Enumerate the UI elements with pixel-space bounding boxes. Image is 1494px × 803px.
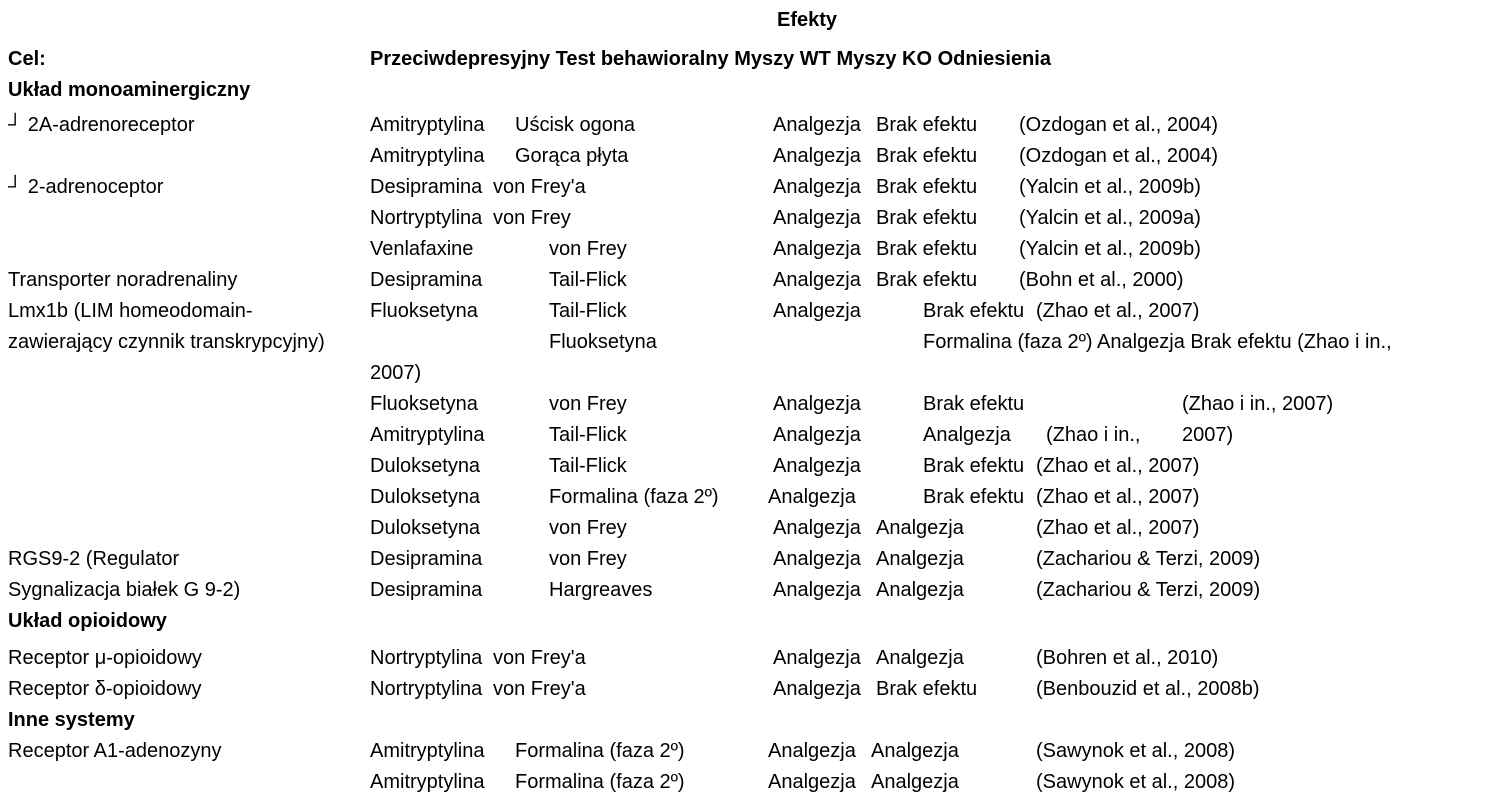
test-cell: Formalina (faza 2º): [549, 486, 719, 508]
antidepressant-cell: Amitryptylina: [370, 771, 485, 793]
section-opioid: Układ opioidowy: [8, 610, 167, 632]
test-cell: von Frey: [549, 238, 627, 260]
test-cell: von Frey: [549, 548, 627, 570]
target-label: Transporter noradrenaliny: [8, 269, 238, 291]
antidepressant-cell: Duloksetyna: [370, 486, 481, 508]
test-cell: Tail-Flick: [549, 455, 627, 477]
test-cell: von Frey'a: [493, 678, 586, 700]
reference-cell: (Zachariou & Terzi, 2009): [1036, 548, 1261, 570]
antidepressant-cell: Nortryptylina: [370, 678, 483, 700]
reference-cell: (Benbouzid et al., 2008b): [1036, 678, 1260, 700]
ko-cell: Brak efektu: [876, 207, 978, 229]
reference-cell: (Sawynok et al., 2008): [1036, 771, 1235, 793]
section-monoaminergic: Układ monoaminergiczny: [8, 79, 251, 101]
antidepressant-cell: Desipramina: [370, 579, 483, 601]
wt-cell: Analgezja: [773, 176, 861, 198]
antidepressant-cell: Desipramina: [370, 176, 483, 198]
column-headers: Przeciwdepresyjny Test behawioralny Myszy WT Myszy KO Odniesienia: [370, 48, 1051, 70]
reference-cell: (Sawynok et al., 2008): [1036, 740, 1235, 762]
antidepressant-cell: Amitryptylina: [370, 114, 485, 136]
wt-cell: Analgezja: [768, 771, 856, 793]
wt-cell: Analgezja: [773, 114, 861, 136]
wt-cell: Analgezja: [773, 455, 861, 477]
ko-cell: Brak efektu: [876, 238, 978, 260]
ko-cell: Brak efektu: [876, 269, 978, 291]
reference-cell: (Zhao et al., 2007): [1036, 300, 1200, 322]
target-label: Receptor μ-opioidowy: [8, 647, 202, 669]
wt-cell: Analgezja: [773, 238, 861, 260]
target-column-header: Cel:: [8, 48, 46, 70]
reference-cell: (Yalcin et al., 2009a): [1019, 207, 1201, 229]
reference-cell: (Bohren et al., 2010): [1036, 647, 1219, 669]
target-label: zawierający czynnik transkrypcyjny): [8, 331, 325, 353]
ko-cell: Analgezja: [876, 579, 964, 601]
antidepressant-cell: Duloksetyna: [370, 517, 481, 539]
ko-cell: Analgezja: [871, 771, 959, 793]
antidepressant-cell: Fluoksetyna: [549, 331, 657, 353]
ko-cell: Analgezja: [876, 517, 964, 539]
test-cell: von Frey'a: [493, 647, 586, 669]
wt-cell: Analgezja: [773, 207, 861, 229]
wt-cell: Analgezja: [773, 300, 861, 322]
reference-cell: (Zachariou & Terzi, 2009): [1036, 579, 1261, 601]
ko-cell: Analgezja: [876, 647, 964, 669]
wt-cell: Analgezja: [773, 517, 861, 539]
antidepressant-cell: Amitryptylina: [370, 424, 485, 446]
ko-cell: Brak efektu: [923, 393, 1025, 415]
ko-cell: Analgezja: [871, 740, 959, 762]
reference-cell: (Zhao i in.,: [1046, 424, 1141, 446]
test-cell: von Frey: [549, 517, 627, 539]
target-label: ┘ 2-adrenoceptor: [8, 176, 164, 198]
wt-cell: Analgezja: [773, 548, 861, 570]
wt-cell: Analgezja: [773, 647, 861, 669]
test-cell: von Frey'a: [493, 176, 586, 198]
reference-cell: (Yalcin et al., 2009b): [1019, 238, 1201, 260]
reference-cell: (Ozdogan et al., 2004): [1019, 145, 1219, 167]
ko-cell: Brak efektu: [876, 114, 978, 136]
antidepressant-cell: Venlafaxine: [370, 238, 474, 260]
reference-cell: (Zhao et al., 2007): [1036, 486, 1200, 508]
test-cell: von Frey: [549, 393, 627, 415]
test-cell: von Frey: [493, 207, 571, 229]
target-label: Receptor A1-adenozyny: [8, 740, 222, 762]
antidepressant-cell: Nortryptylina: [370, 207, 483, 229]
ko-cell: Analgezja: [923, 424, 1011, 446]
effects-header: Efekty: [777, 9, 838, 31]
target-label: RGS9-2 (Regulator: [8, 548, 180, 570]
test-cell: Hargreaves: [549, 579, 653, 601]
target-label: Lmx1b (LIM homeodomain-: [8, 300, 253, 322]
antidepressant-cell: Amitryptylina: [370, 740, 485, 762]
antidepressant-cell: Desipramina: [370, 269, 483, 291]
target-label: Receptor δ-opioidowy: [8, 678, 202, 700]
wt-cell: Analgezja: [773, 579, 861, 601]
test-cell: Gorąca płyta: [515, 145, 629, 167]
reference-cell-continuation: 2007): [1182, 424, 1234, 446]
wt-cell: Analgezja: [773, 424, 861, 446]
antidepressant-cell: Fluoksetyna: [370, 300, 478, 322]
target-label: Sygnalizacja białek G 9-2): [8, 579, 241, 601]
wt-cell: Analgezja: [773, 678, 861, 700]
antidepressant-cell: Nortryptylina: [370, 647, 483, 669]
test-cell: Tail-Flick: [549, 424, 627, 446]
test-cell: Formalina (faza 2º): [515, 740, 685, 762]
target-label-continuation: 2007): [370, 362, 422, 384]
antidepressant-cell: Desipramina: [370, 548, 483, 570]
test-cell: Uścisk ogona: [515, 114, 636, 136]
ko-cell: Brak efektu: [876, 145, 978, 167]
reference-cell: (Yalcin et al., 2009b): [1019, 176, 1201, 198]
reference-cell: (Ozdogan et al., 2004): [1019, 114, 1219, 136]
test-cell: Tail-Flick: [549, 300, 627, 322]
ko-cell: Analgezja: [876, 548, 964, 570]
ko-cell: Formalina (faza 2º) Analgezja Brak efektu (Zhao i in.,: [923, 331, 1392, 353]
reference-cell: (Zhao et al., 2007): [1036, 517, 1200, 539]
ko-cell: Brak efektu: [923, 486, 1025, 508]
target-label: ┘ 2A-adrenoreceptor: [8, 114, 195, 136]
ko-cell: Brak efektu: [876, 176, 978, 198]
test-cell: Formalina (faza 2º): [515, 771, 685, 793]
reference-cell: (Bohn et al., 2000): [1019, 269, 1184, 291]
antidepressant-cell: Amitryptylina: [370, 145, 485, 167]
wt-cell: Analgezja: [768, 486, 856, 508]
wt-cell: Analgezja: [773, 269, 861, 291]
ko-cell: Brak efektu: [923, 300, 1025, 322]
wt-cell: Analgezja: [773, 393, 861, 415]
test-cell: Tail-Flick: [549, 269, 627, 291]
reference-cell: (Zhao et al., 2007): [1036, 455, 1200, 477]
wt-cell: Analgezja: [773, 145, 861, 167]
antidepressant-cell: Fluoksetyna: [370, 393, 478, 415]
ko-cell: Brak efektu: [876, 678, 978, 700]
wt-cell: Analgezja: [768, 740, 856, 762]
reference-cell: (Zhao i in., 2007): [1182, 393, 1334, 415]
antidepressant-cell: Duloksetyna: [370, 455, 481, 477]
section-other: Inne systemy: [8, 709, 135, 731]
ko-cell: Brak efektu: [923, 455, 1025, 477]
